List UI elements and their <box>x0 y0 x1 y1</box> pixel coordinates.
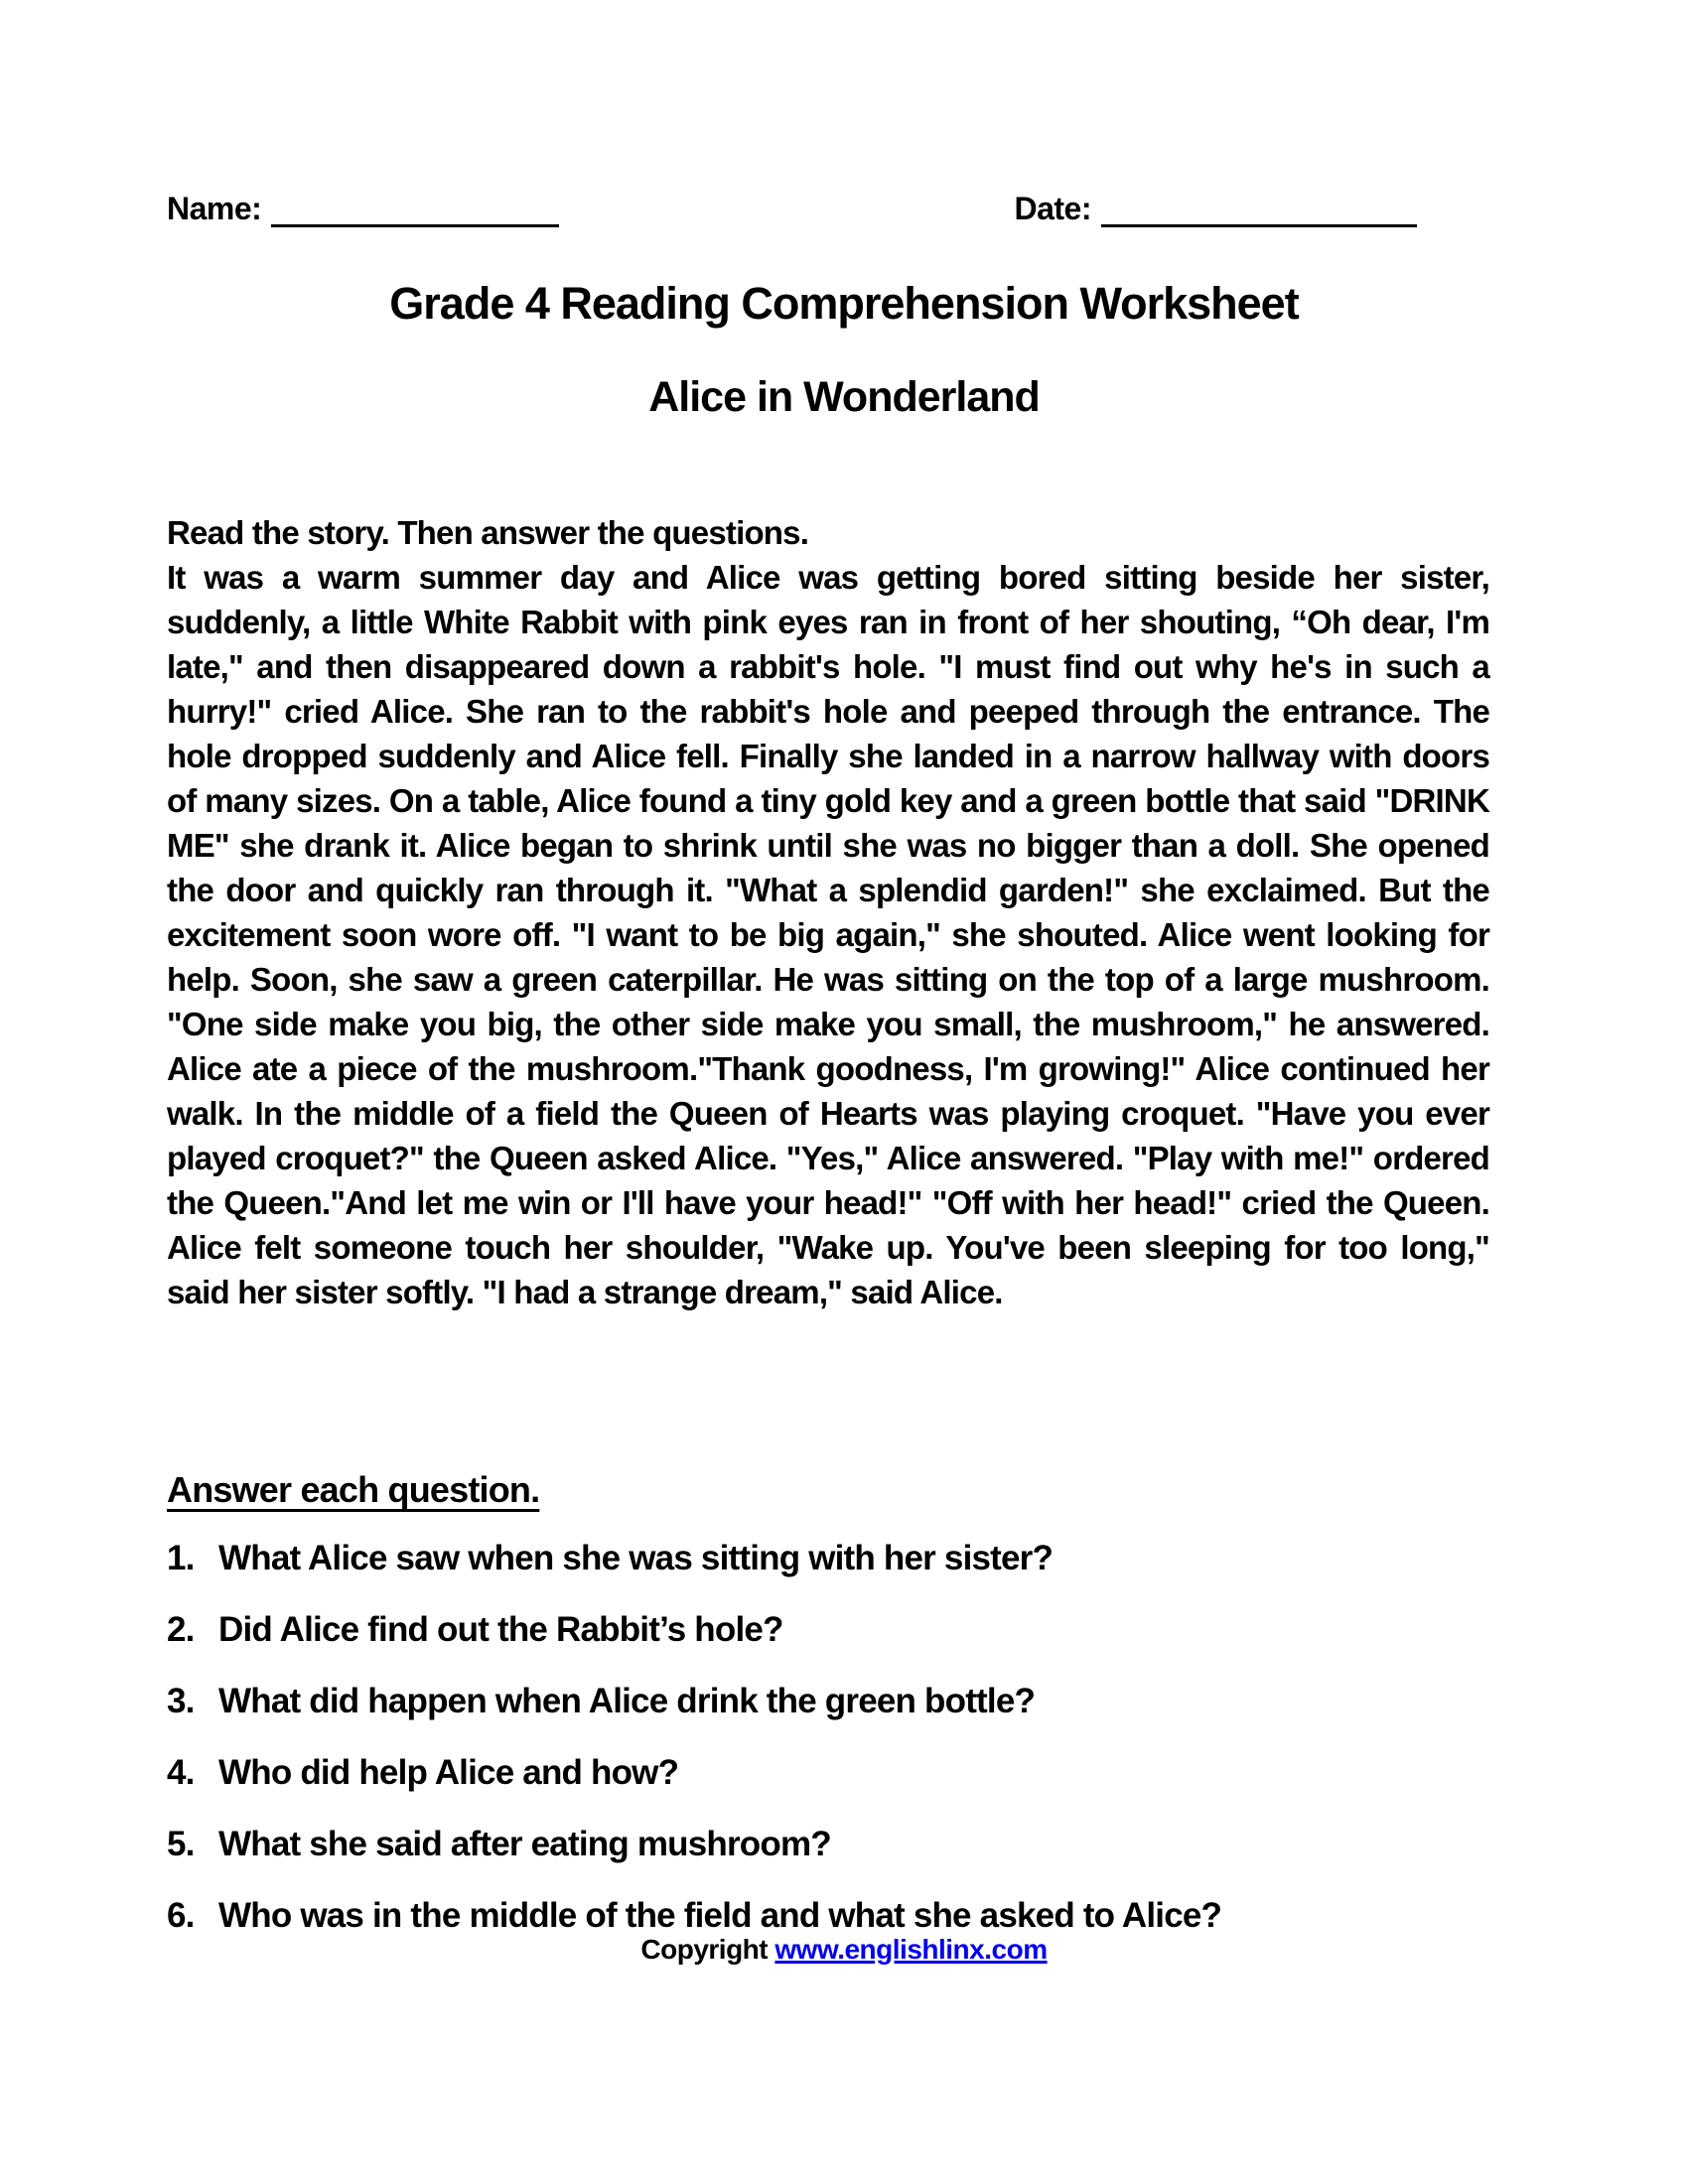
copyright-footer <box>0 1934 1688 1966</box>
questions-heading: Answer each question. <box>167 1469 540 1510</box>
date-blank-line <box>1101 195 1417 227</box>
story-instruction: Read the story. Then answer the questions. <box>167 514 809 551</box>
worksheet-title: Grade 4 Reading Comprehension Worksheet <box>389 278 1299 329</box>
question-6-number: 6. <box>167 1896 195 1935</box>
date-field-group <box>1014 191 1417 227</box>
question-3-text: What did happen when Alice drink the green bottle? <box>218 1682 1036 1720</box>
story-text: It was a warm summer day and Alice was getting bored sitting beside her sister, suddenly, a little White Rabbit with pink eyes ran in front of her shouting, “Oh dear, I'm late," and then disappeared down a rabbit's hole. "I must find out why he's in such a hurry!" cried Alice. She ran to the rabbit's hole and peeped through the entrance. The hole dropped suddenly and Alice fell. Finally she landed in a narrow hallway with doors of many sizes. On a table, Alice found a tiny gold key and a green bottle that said "DRINK ME" she drank it. Alice began to shrink until she was no bigger than a doll. She opened the door and quickly ran through it. "What a splendid garden!" she exclaimed. But the excitement soon wore off. "I want to be big again," she shouted. Alice went looking for help. Soon, she saw a green caterpillar. He was sitting on the top of a large mushroom. "One side make you big, the other side make you small, the mushroom," he answered. Alice ate a piece of the mushroom."Thank goodness, I'm growing!" Alice continued her walk. In the middle of a field the Queen of Hearts was playing croquet. "Have you ever played croquet?" the Queen asked Alice. "Yes," Alice answered. "Play with me!" ordered the Queen."And let me win or I'll have your head!" "Off with her head!" cried the Queen. Alice felt someone touch her shoulder, "Wake up. You've been sleeping for too long," said her sister softly. "I had a strange dream," said Alice. <box>167 559 1489 1310</box>
question-6-text: Who was in the middle of the field and what she asked to Alice? <box>218 1896 1222 1935</box>
question-2-number: 2. <box>167 1610 195 1649</box>
question-3-number: 3. <box>167 1682 195 1720</box>
question-5-text: What she said after eating mushroom? <box>218 1825 831 1863</box>
question-4 <box>167 1750 1557 1795</box>
question-1-text: What Alice saw when she was sitting with her sister? <box>218 1539 1054 1577</box>
question-2 <box>167 1607 1557 1652</box>
name-blank-line <box>271 195 559 227</box>
name-field-group <box>167 191 559 227</box>
question-6 <box>167 1893 1557 1938</box>
name-date-row <box>167 191 1417 227</box>
question-1-number: 1. <box>167 1539 195 1577</box>
story-title: Alice in Wonderland <box>648 373 1040 421</box>
question-3 <box>167 1679 1557 1723</box>
question-2-text: Did Alice find out the Rabbit’s hole? <box>218 1610 783 1649</box>
englishlinx-link[interactable]: www.englishlinx.com <box>774 1934 1048 1965</box>
question-5-number: 5. <box>167 1825 195 1863</box>
story-section <box>167 510 1489 1314</box>
questions-section <box>167 1467 1557 1965</box>
question-4-number: 4. <box>167 1753 195 1792</box>
name-label: Name: <box>167 191 262 226</box>
date-label: Date: <box>1014 191 1091 226</box>
question-1 <box>167 1536 1557 1580</box>
copyright-label: Copyright <box>640 1934 769 1965</box>
question-4-text: Who did help Alice and how? <box>218 1753 679 1792</box>
question-5 <box>167 1822 1557 1866</box>
